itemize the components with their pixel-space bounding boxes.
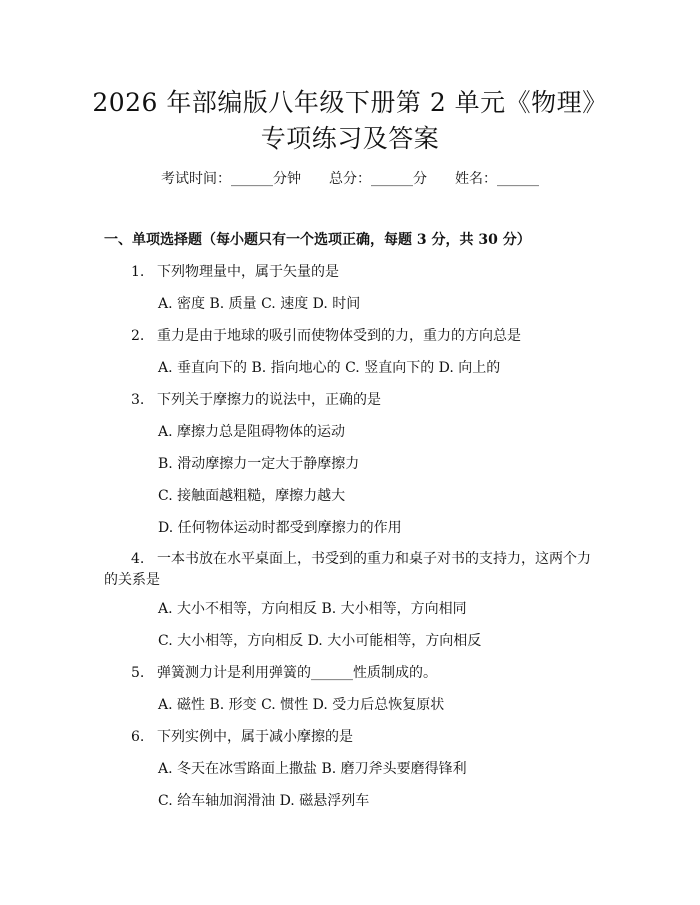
question-number: 5.: [131, 665, 145, 681]
question-1-options: A. 密度 B. 质量 C. 速度 D. 时间: [158, 296, 361, 312]
question-3-option-a: A. 摩擦力总是阻碍物体的运动: [158, 424, 346, 440]
question-number: 2.: [131, 328, 145, 344]
question-3: [131, 390, 381, 410]
question-stem: 下列关于摩擦力的说法中，正确的是: [157, 392, 381, 408]
question-stem: 下列实例中，属于减小摩擦的是: [157, 729, 353, 745]
question-number: 3.: [131, 392, 145, 408]
question-1: [131, 262, 339, 282]
question-3-option-c: C. 接触面越粗糙，摩擦力越大: [158, 488, 346, 504]
question-3-option-b: B. 滑动摩擦力一定大于静摩擦力: [158, 456, 360, 472]
question-6-options-cd: C. 给车轴加润滑油 D. 磁悬浮列车: [158, 793, 370, 809]
page-title-line-1: 2026 年部编版八年级下册第 2 单元《物理》: [92, 88, 608, 117]
question-number: 6.: [131, 729, 145, 745]
question-number: 1.: [131, 264, 145, 280]
question-4-options-ab: A. 大小不相等，方向相反 B. 大小相等，方向相同: [158, 601, 467, 617]
total-score-field: 总分：______分: [329, 171, 427, 187]
question-stem: 重力是由于地球的吸引而使物体受到的力，重力的方向总是: [157, 328, 521, 344]
question-5-options: A. 磁性 B. 形变 C. 惯性 D. 受力后总恢复原状: [158, 697, 445, 713]
question-4: [104, 549, 604, 591]
exam-info-row: [0, 169, 700, 189]
exam-time-field: 考试时间：______分钟: [161, 171, 301, 187]
question-6-options-ab: A. 冬天在冰雪路面上撒盐 B. 磨刀斧头要磨得锋利: [158, 761, 467, 777]
section-heading: 一、单项选择题（每小题只有一个选项正确，每题 3 分，共 30 分）: [104, 232, 531, 248]
question-2: [131, 326, 521, 346]
question-4-options-cd: C. 大小相等，方向相反 D. 大小可能相等，方向相反: [158, 633, 482, 649]
question-5: [131, 663, 437, 683]
question-stem: 下列物理量中，属于矢量的是: [157, 264, 339, 280]
question-stem: 一本书放在水平桌面上，书受到的重力和桌子对书的支持力，这两个力的关系是: [104, 551, 591, 588]
student-name-field: 姓名：______: [455, 171, 539, 187]
question-6: [131, 727, 353, 747]
question-3-option-d: D. 任何物体运动时都受到摩擦力的作用: [158, 520, 402, 536]
page-title-line-2: 专项练习及答案: [260, 124, 440, 153]
question-number: 4.: [131, 551, 145, 567]
question-2-options: A. 垂直向下的 B. 指向地心的 C. 竖直向下的 D. 向上的: [158, 360, 501, 376]
question-stem: 弹簧测力计是利用弹簧的______性质制成的。: [157, 665, 437, 681]
